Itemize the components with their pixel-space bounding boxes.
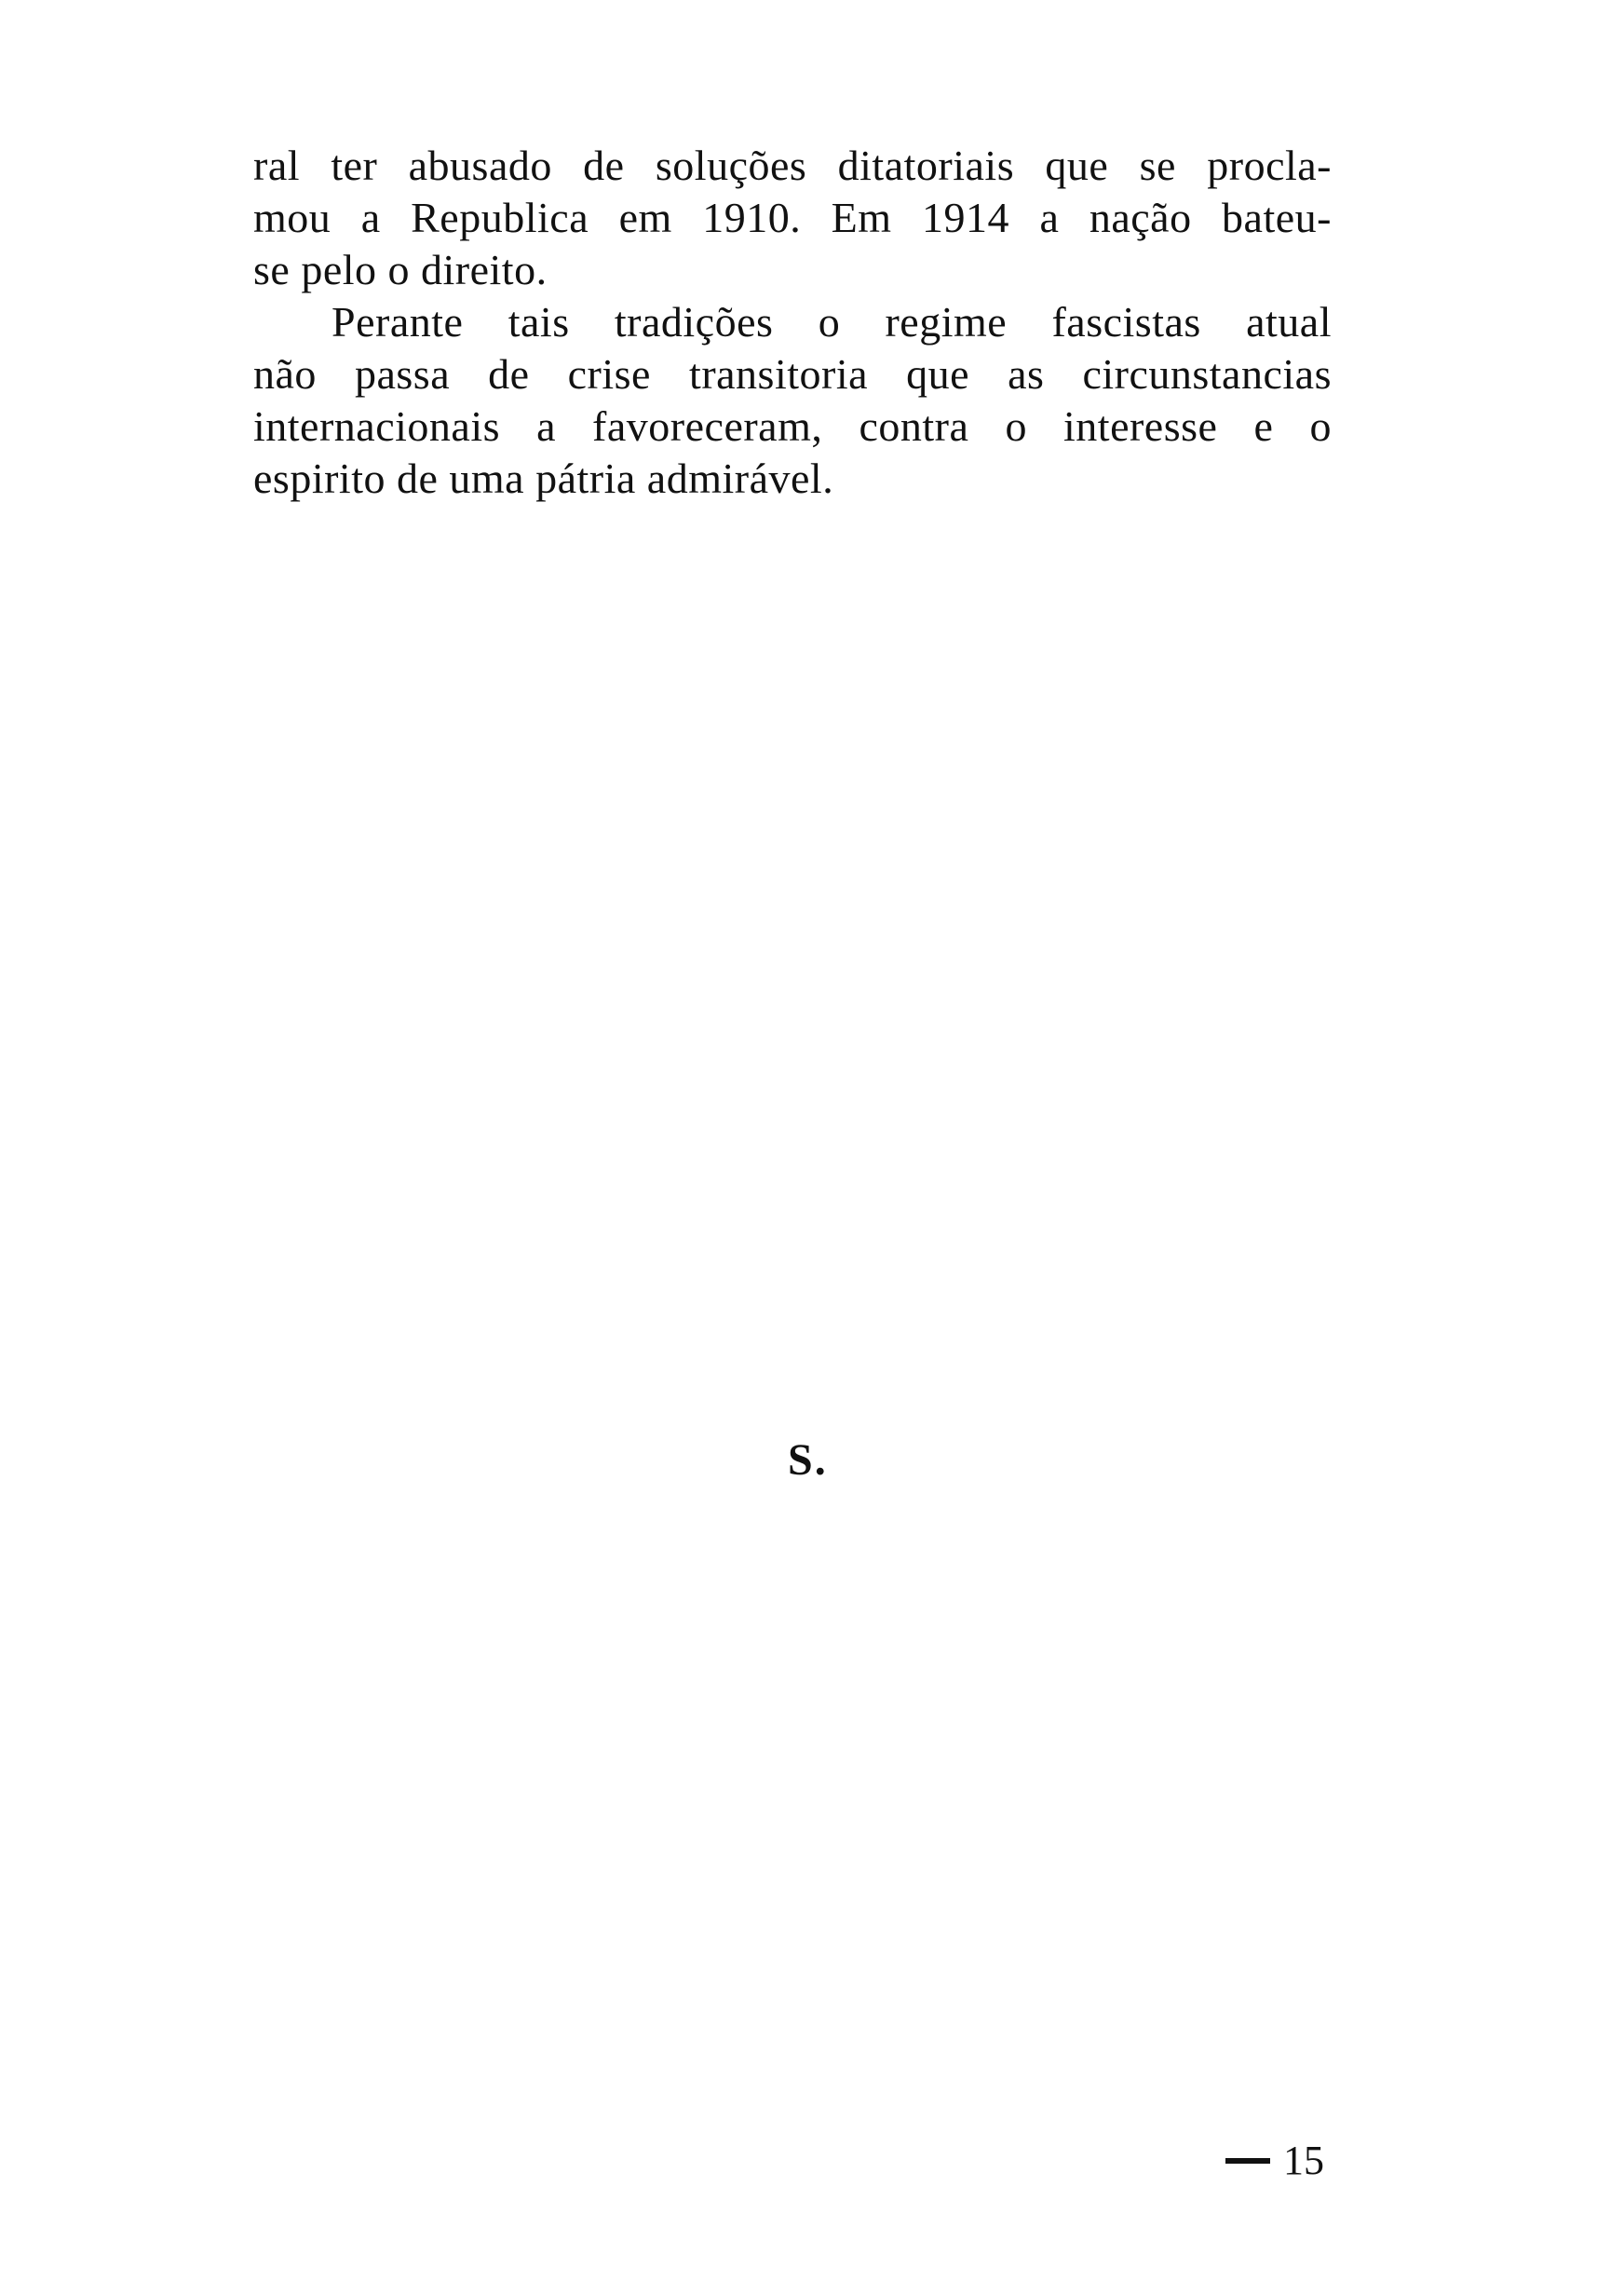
text-line: se pelo o direito. bbox=[253, 246, 548, 293]
text-line: mou a Republica em 1910. Em 1914 a nação bateu- bbox=[253, 194, 1332, 241]
text-line: espirito de uma pátria admirável. bbox=[253, 455, 834, 502]
page-number-value: 15 bbox=[1283, 2138, 1324, 2183]
body-text bbox=[253, 140, 1332, 505]
text-line: internacionais a favoreceram, contra o interesse e o bbox=[253, 402, 1332, 450]
dash-mark bbox=[1225, 2158, 1270, 2164]
signature-initial: S. bbox=[788, 1435, 828, 1485]
text-line: não passa de crise transitoria que as circunstancias bbox=[253, 350, 1332, 398]
paragraph-1 bbox=[253, 140, 1332, 296]
text-line: Perante tais tradições o regime fascistas atual bbox=[332, 298, 1332, 346]
paragraph-2 bbox=[253, 296, 1332, 505]
text-line: ral ter abusado de soluções ditatoriais que se procla- bbox=[253, 142, 1332, 189]
page-number bbox=[1225, 2137, 1324, 2184]
